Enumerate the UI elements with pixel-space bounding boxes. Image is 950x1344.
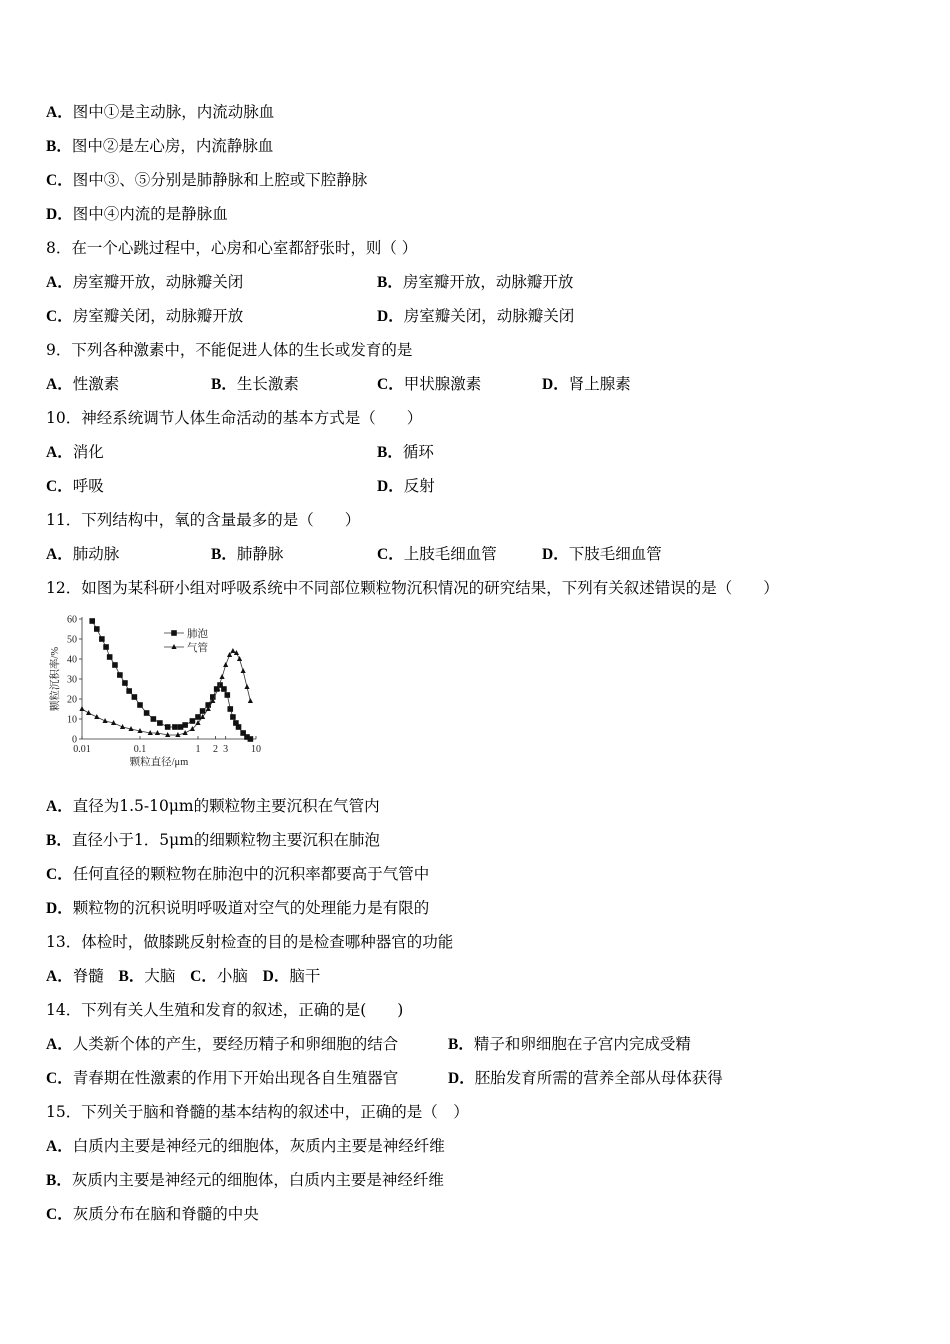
option-label: A．	[46, 546, 73, 563]
y-tick-label: 0	[72, 734, 77, 746]
series-line	[92, 621, 250, 739]
data-point	[236, 724, 242, 730]
q8-option-c	[46, 306, 243, 327]
option-label: A．	[46, 1138, 73, 1155]
y-axis-label: 颗粒沉积率/%	[50, 646, 61, 712]
data-point	[221, 686, 227, 692]
option-label: C．	[46, 172, 73, 189]
q14-option-b	[448, 1034, 691, 1055]
legend-label: 气管	[187, 643, 208, 654]
q12-option-d	[46, 898, 429, 919]
data-point	[99, 636, 105, 642]
option-text: 房室瓣关闭，动脉瓣开放	[72, 307, 244, 325]
q11-option-a	[46, 544, 119, 565]
y-tick-label: 20	[67, 694, 77, 706]
data-point	[126, 688, 132, 694]
option-label: D．	[46, 206, 73, 223]
option-text: 消化	[72, 443, 104, 461]
data-point	[117, 672, 123, 678]
option-label: C．	[46, 308, 73, 325]
option-label: D．	[377, 308, 404, 325]
option-label: A．	[46, 274, 73, 291]
option-label: C．	[46, 866, 73, 883]
data-point	[227, 706, 233, 712]
option-text: 肺动脉	[72, 545, 120, 563]
chart-legend	[164, 627, 208, 654]
data-point	[103, 644, 109, 650]
q8-stem: 8．在一个心跳过程中，心房和心室都舒张时，则（ ）	[46, 239, 418, 257]
data-point	[165, 724, 171, 730]
q9-option-b	[211, 374, 299, 395]
y-tick-label: 40	[67, 654, 77, 666]
option-label: B．	[46, 832, 72, 849]
option-text: 下肢毛细血管	[568, 545, 662, 563]
x-tick-label: 10	[251, 744, 261, 755]
data-point	[144, 710, 150, 716]
q8-option-b	[377, 272, 573, 293]
q7-option-d	[46, 204, 228, 225]
data-point	[223, 662, 228, 667]
option-text: 肺静脉	[236, 545, 284, 563]
y-tick-label: 60	[67, 614, 77, 626]
option-label: A．	[46, 798, 73, 815]
option-text: 肾上腺素	[568, 375, 631, 393]
data-point	[157, 720, 163, 726]
option-label: B．	[448, 1036, 474, 1053]
option-text: 房室瓣开放，动脉瓣关闭	[72, 273, 244, 291]
q15-option-a	[46, 1136, 445, 1157]
q11-option-d	[542, 544, 662, 565]
option-label: B．	[211, 546, 237, 563]
q11-option-b	[211, 544, 283, 565]
data-point	[241, 668, 246, 673]
data-point	[172, 724, 178, 730]
q7-option-a	[46, 102, 274, 123]
data-point	[94, 626, 100, 632]
option-label: D．	[542, 546, 569, 563]
option-label: C．	[377, 546, 404, 563]
option-text: 脑干	[289, 967, 321, 985]
option-label: D．	[46, 900, 73, 917]
option-text: 生长激素	[236, 375, 299, 393]
option-text: 灰质分布在脑和脊髓的中央	[72, 1205, 259, 1223]
option-text: 房室瓣开放，动脉瓣开放	[402, 273, 574, 291]
data-point	[89, 618, 95, 624]
data-point	[79, 706, 84, 711]
q15-option-c	[46, 1204, 259, 1225]
option-text: 灰质内主要是神经元的细胞体，白质内主要是神经纤维	[71, 1171, 444, 1189]
y-tick-label: 50	[67, 634, 77, 646]
data-point	[155, 730, 160, 735]
q11-stem: 11．下列结构中，氧的含量最多的是（ ）	[46, 511, 361, 529]
data-point	[237, 656, 242, 661]
option-text: 呼吸	[72, 477, 104, 495]
option-label: C．	[46, 1206, 73, 1223]
option-label: A．	[46, 444, 73, 461]
q14-option-d	[448, 1068, 723, 1089]
option-text: 性激素	[72, 375, 120, 393]
q15-stem: 15．下列关于脑和脊髓的基本结构的叙述中，正确的是（ ）	[46, 1103, 469, 1121]
x-axis-label: 颗粒直径/μm	[129, 757, 189, 768]
option-text: 大脑	[144, 967, 176, 985]
q10-option-a	[46, 442, 104, 463]
option-text: 任何直径的颗粒物在肺泡中的沉积率都要高于气管中	[72, 865, 430, 883]
option-text: 图中①是主动脉，内流动脉血	[72, 103, 275, 121]
chart-axes	[48, 615, 261, 769]
q7-option-b	[46, 136, 273, 157]
option-label: C．	[46, 478, 73, 495]
chart-series	[79, 618, 253, 742]
option-text: 循环	[402, 443, 434, 461]
y-tick-label: 10	[67, 714, 77, 726]
option-label: B．	[118, 968, 145, 985]
data-point	[219, 674, 224, 679]
option-text: 小脑	[216, 967, 248, 985]
option-text: 甲状腺激素	[403, 375, 482, 393]
q14-option-c	[46, 1068, 398, 1089]
option-label: A．	[46, 968, 73, 985]
option-label: C．	[46, 1070, 73, 1087]
q10-option-c	[46, 476, 104, 497]
q10-stem: 10．神经系统调节人体生命活动的基本方式是（ ）	[46, 409, 423, 427]
data-point	[122, 680, 128, 686]
data-point	[190, 718, 196, 724]
option-text: 胚胎发育所需的营养全部从母体获得	[474, 1069, 723, 1087]
option-text: 精子和卵细胞在子宫内完成受精	[473, 1035, 691, 1053]
option-text: 上肢毛细血管	[403, 545, 497, 563]
option-text: 直径小于1．5μm的细颗粒物主要沉积在肺泡	[71, 831, 380, 849]
option-label: A．	[46, 376, 73, 393]
x-tick-label: 0.01	[73, 744, 91, 755]
option-label: D．	[262, 968, 290, 985]
data-point	[230, 648, 235, 653]
option-text: 直径为1.5-10μm的颗粒物主要沉积在气管内	[72, 797, 380, 815]
data-point	[224, 692, 230, 698]
legend-label: 肺泡	[187, 629, 208, 640]
q8-option-a	[46, 272, 243, 293]
option-text: 图中③、⑤分别是肺静脉和上腔或下腔静脉	[72, 171, 368, 189]
data-point	[248, 736, 254, 742]
q12-option-b	[46, 830, 380, 851]
option-label: A．	[46, 1036, 73, 1053]
option-text: 图中④内流的是静脉血	[72, 205, 228, 223]
q7-option-c	[46, 170, 367, 191]
q9-option-a	[46, 374, 119, 395]
data-point	[137, 702, 143, 708]
option-label: B．	[377, 274, 403, 291]
x-tick-label: 0.1	[133, 744, 147, 755]
option-text: 人类新个体的产生，要经历精子和卵细胞的结合	[72, 1035, 399, 1053]
q15-option-b	[46, 1170, 444, 1191]
q12-option-c	[46, 864, 429, 885]
q8-option-d	[377, 306, 574, 327]
option-text: 图中②是左心房，内流静脉血	[71, 137, 274, 155]
option-label: A．	[46, 104, 73, 121]
data-point	[86, 710, 91, 715]
data-point	[132, 694, 138, 700]
x-tick-label: 1	[195, 744, 201, 755]
option-label: B．	[46, 138, 72, 155]
data-point	[248, 698, 253, 703]
option-label: D．	[377, 478, 404, 495]
particle-deposition-chart	[46, 606, 276, 776]
data-point	[183, 730, 188, 735]
q13-options-row	[46, 966, 320, 987]
q10-option-b	[377, 442, 434, 463]
option-text: 白质内主要是神经元的细胞体，灰质内主要是神经纤维	[72, 1137, 445, 1155]
q13-stem: 13．体检时，做膝跳反射检查的目的是检查哪种器官的功能	[46, 933, 454, 951]
q11-option-c	[377, 544, 497, 565]
option-label: B．	[377, 444, 403, 461]
data-point	[112, 662, 118, 668]
q12-option-a	[46, 796, 380, 817]
option-label: D．	[448, 1070, 475, 1087]
data-point	[151, 716, 157, 722]
option-text: 反射	[403, 477, 435, 495]
data-point	[182, 722, 188, 728]
data-point	[107, 654, 113, 660]
q9-option-c	[377, 374, 481, 395]
data-point	[195, 714, 201, 720]
data-point	[200, 708, 206, 714]
q9-stem: 9．下列各种激素中，不能促进人体的生长或发育的是	[46, 341, 413, 359]
option-label: D．	[542, 376, 569, 393]
legend-marker	[171, 630, 177, 636]
option-label: C．	[377, 376, 404, 393]
q9-option-d	[542, 374, 631, 395]
q12-stem: 12．如图为某科研小组对呼吸系统中不同部位颗粒物沉积情况的研究结果，下列有关叙述错误的是（ ）	[46, 579, 779, 597]
q10-option-d	[377, 476, 435, 497]
option-text: 颗粒物的沉积说明呼吸道对空气的处理能力是有限的	[72, 899, 430, 917]
option-text: 青春期在性激素的作用下开始出现各自生殖器官	[72, 1069, 399, 1087]
y-tick-label: 30	[67, 674, 77, 686]
option-label: B．	[211, 376, 237, 393]
legend-marker	[171, 644, 176, 649]
data-point	[230, 714, 236, 720]
x-tick-label: 3	[223, 744, 229, 755]
data-point	[244, 684, 249, 689]
option-text: 房室瓣关闭，动脉瓣关闭	[403, 307, 575, 325]
option-label: B．	[46, 1172, 72, 1189]
x-tick-label: 2	[212, 744, 218, 755]
q14-option-a	[46, 1034, 398, 1055]
q14-stem: 14．下列有关人生殖和发育的叙述，正确的是( )	[46, 1001, 404, 1019]
option-text: 脊髓	[72, 967, 104, 985]
option-label: C．	[190, 968, 217, 985]
